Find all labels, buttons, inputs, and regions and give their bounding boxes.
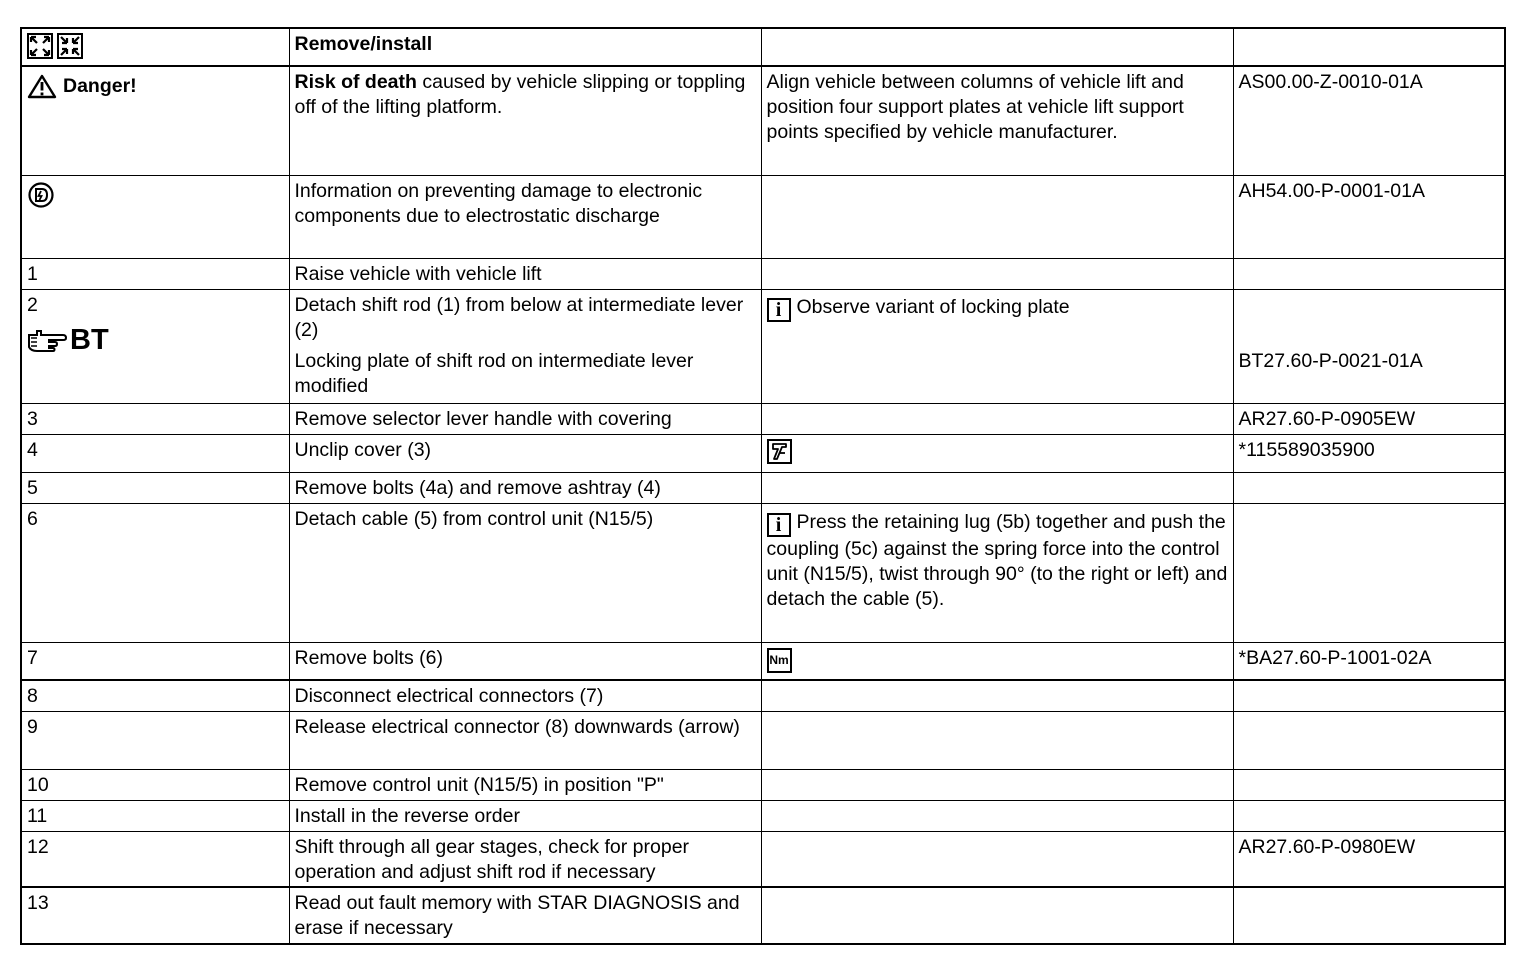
step-text: Unclip cover (3): [289, 434, 761, 472]
step-number-cell: [21, 289, 289, 403]
step-number: 2: [27, 293, 38, 316]
step-note: [761, 831, 1233, 887]
step-row-1: [21, 258, 1505, 289]
step-note: [761, 800, 1233, 831]
step-number: 6: [21, 503, 289, 642]
step-row-8: [21, 680, 1505, 711]
step-ref: [1233, 258, 1505, 289]
step-text-cell: [289, 289, 761, 403]
esd-text: Information on preventing damage to electronic components due to electrostatic discharge: [289, 175, 761, 258]
step-number: 11: [21, 800, 289, 831]
step-ref: [1233, 680, 1505, 711]
special-tool-icon[interactable]: [767, 439, 792, 464]
step-ref: [1233, 887, 1505, 944]
header-icons-cell: [21, 28, 289, 66]
esd-warning-icon: [27, 181, 55, 209]
header-row: [21, 28, 1505, 66]
step-number: 3: [21, 403, 289, 434]
step-ref[interactable]: *115589035900: [1233, 434, 1505, 472]
danger-risk-bold: Risk of death: [294, 71, 417, 93]
esd-empty: [761, 175, 1233, 258]
step-row-10: [21, 769, 1505, 800]
step-note: [761, 258, 1233, 289]
step-number: 4: [21, 434, 289, 472]
step-text: Disconnect electrical connectors (7): [289, 680, 761, 711]
step-number: 9: [21, 711, 289, 769]
zoom-out-icon[interactable]: [57, 33, 83, 59]
step-ref: [1233, 769, 1505, 800]
step-row-9: [21, 711, 1505, 769]
danger-row: [21, 66, 1505, 175]
step-ref: [1233, 800, 1505, 831]
step-text: Remove control unit (N15/5) in position "P": [289, 769, 761, 800]
danger-label: Danger!: [63, 75, 137, 97]
warning-triangle-icon: [27, 74, 57, 99]
step-row-6: [21, 503, 1505, 642]
step-note-cell: [761, 503, 1233, 642]
step-number: 12: [21, 831, 289, 887]
step-text: Release electrical connector (8) downwards (arrow): [289, 711, 761, 769]
step-note-cell: [761, 434, 1233, 472]
step-ref: [1233, 472, 1505, 503]
danger-action: Align vehicle between columns of vehicle lift and position four support plates at vehicle lift support points specified by vehicle manufacturer.: [761, 66, 1233, 175]
danger-label-cell: [21, 66, 289, 175]
pointing-hand-icon: [27, 328, 67, 352]
step-text: Remove bolts (6): [289, 642, 761, 680]
step-ref[interactable]: *BA27.60-P-1001-02A: [1233, 642, 1505, 680]
step-row-12: [21, 831, 1505, 887]
esd-icon-cell: [21, 175, 289, 258]
step-row-4: [21, 434, 1505, 472]
step-ref[interactable]: AR27.60-P-0980EW: [1233, 831, 1505, 887]
step-row-5: [21, 472, 1505, 503]
info-icon[interactable]: i: [767, 298, 791, 322]
step-row-11: [21, 800, 1505, 831]
step-note-cell: [761, 642, 1233, 680]
step-note: [761, 711, 1233, 769]
step-note: [761, 887, 1233, 944]
zoom-in-icon[interactable]: [27, 33, 53, 59]
header-title: Remove/install: [289, 28, 761, 66]
danger-ref[interactable]: AS00.00-Z-0010-01A: [1233, 66, 1505, 175]
step-text: Remove bolts (4a) and remove ashtray (4): [289, 472, 761, 503]
step-ref[interactable]: AR27.60-P-0905EW: [1233, 403, 1505, 434]
danger-risk-cell: [289, 66, 761, 175]
step-row-3: [21, 403, 1505, 434]
bt-text: Locking plate of shift rod on intermediate lever modified: [294, 349, 694, 397]
step-number: 7: [21, 642, 289, 680]
step-number: 13: [21, 887, 289, 944]
step-text: Detach shift rod (1) from below at intermediate lever (2): [294, 293, 744, 341]
step-note: Press the retaining lug (5b) together and push the coupling (5c) against the spring force into the control unit (N15/5), twist through 90° (to the right or left) and detach the cable (5).: [766, 510, 1228, 610]
step-ref: [1233, 711, 1505, 769]
esd-ref[interactable]: AH54.00-P-0001-01A: [1233, 175, 1505, 258]
step-text: Detach cable (5) from control unit (N15/5): [289, 503, 761, 642]
step-text: Raise vehicle with vehicle lift: [289, 258, 761, 289]
header-empty-4: [1233, 28, 1505, 66]
step-row-7: [21, 642, 1505, 680]
step-text: Read out fault memory with STAR DIAGNOSIS and erase if necessary: [289, 887, 761, 944]
info-icon[interactable]: i: [767, 513, 791, 537]
step-note-cell: [761, 289, 1233, 403]
bt-ref[interactable]: BT27.60-P-0021-01A: [1238, 349, 1423, 372]
step-number: 5: [21, 472, 289, 503]
step-note: Observe variant of locking plate: [796, 295, 1070, 318]
step-number: 8: [21, 680, 289, 711]
step-text: Remove selector lever handle with covering: [289, 403, 761, 434]
step-row-13: [21, 887, 1505, 944]
step-note: [761, 680, 1233, 711]
step-number: 10: [21, 769, 289, 800]
procedure-table: [20, 27, 1506, 945]
danger-risk-rest: caused by vehicle slipping or toppling off of the lifting platform.: [294, 71, 746, 118]
step-note: [761, 769, 1233, 800]
step-note: [761, 403, 1233, 434]
step-ref: [1233, 503, 1505, 642]
bt-label: BT: [70, 323, 109, 356]
step-row-2: [21, 289, 1505, 403]
step-note: [761, 472, 1233, 503]
step-text: Install in the reverse order: [289, 800, 761, 831]
step-ref-cell: [1233, 289, 1505, 403]
step-number: 1: [21, 258, 289, 289]
bt-marker: [27, 324, 284, 356]
step-text: Shift through all gear stages, check for proper operation and adjust shift rod if necessary: [289, 831, 761, 887]
header-empty-3: [761, 28, 1233, 66]
torque-icon[interactable]: Nm: [767, 648, 792, 673]
esd-row: [21, 175, 1505, 258]
